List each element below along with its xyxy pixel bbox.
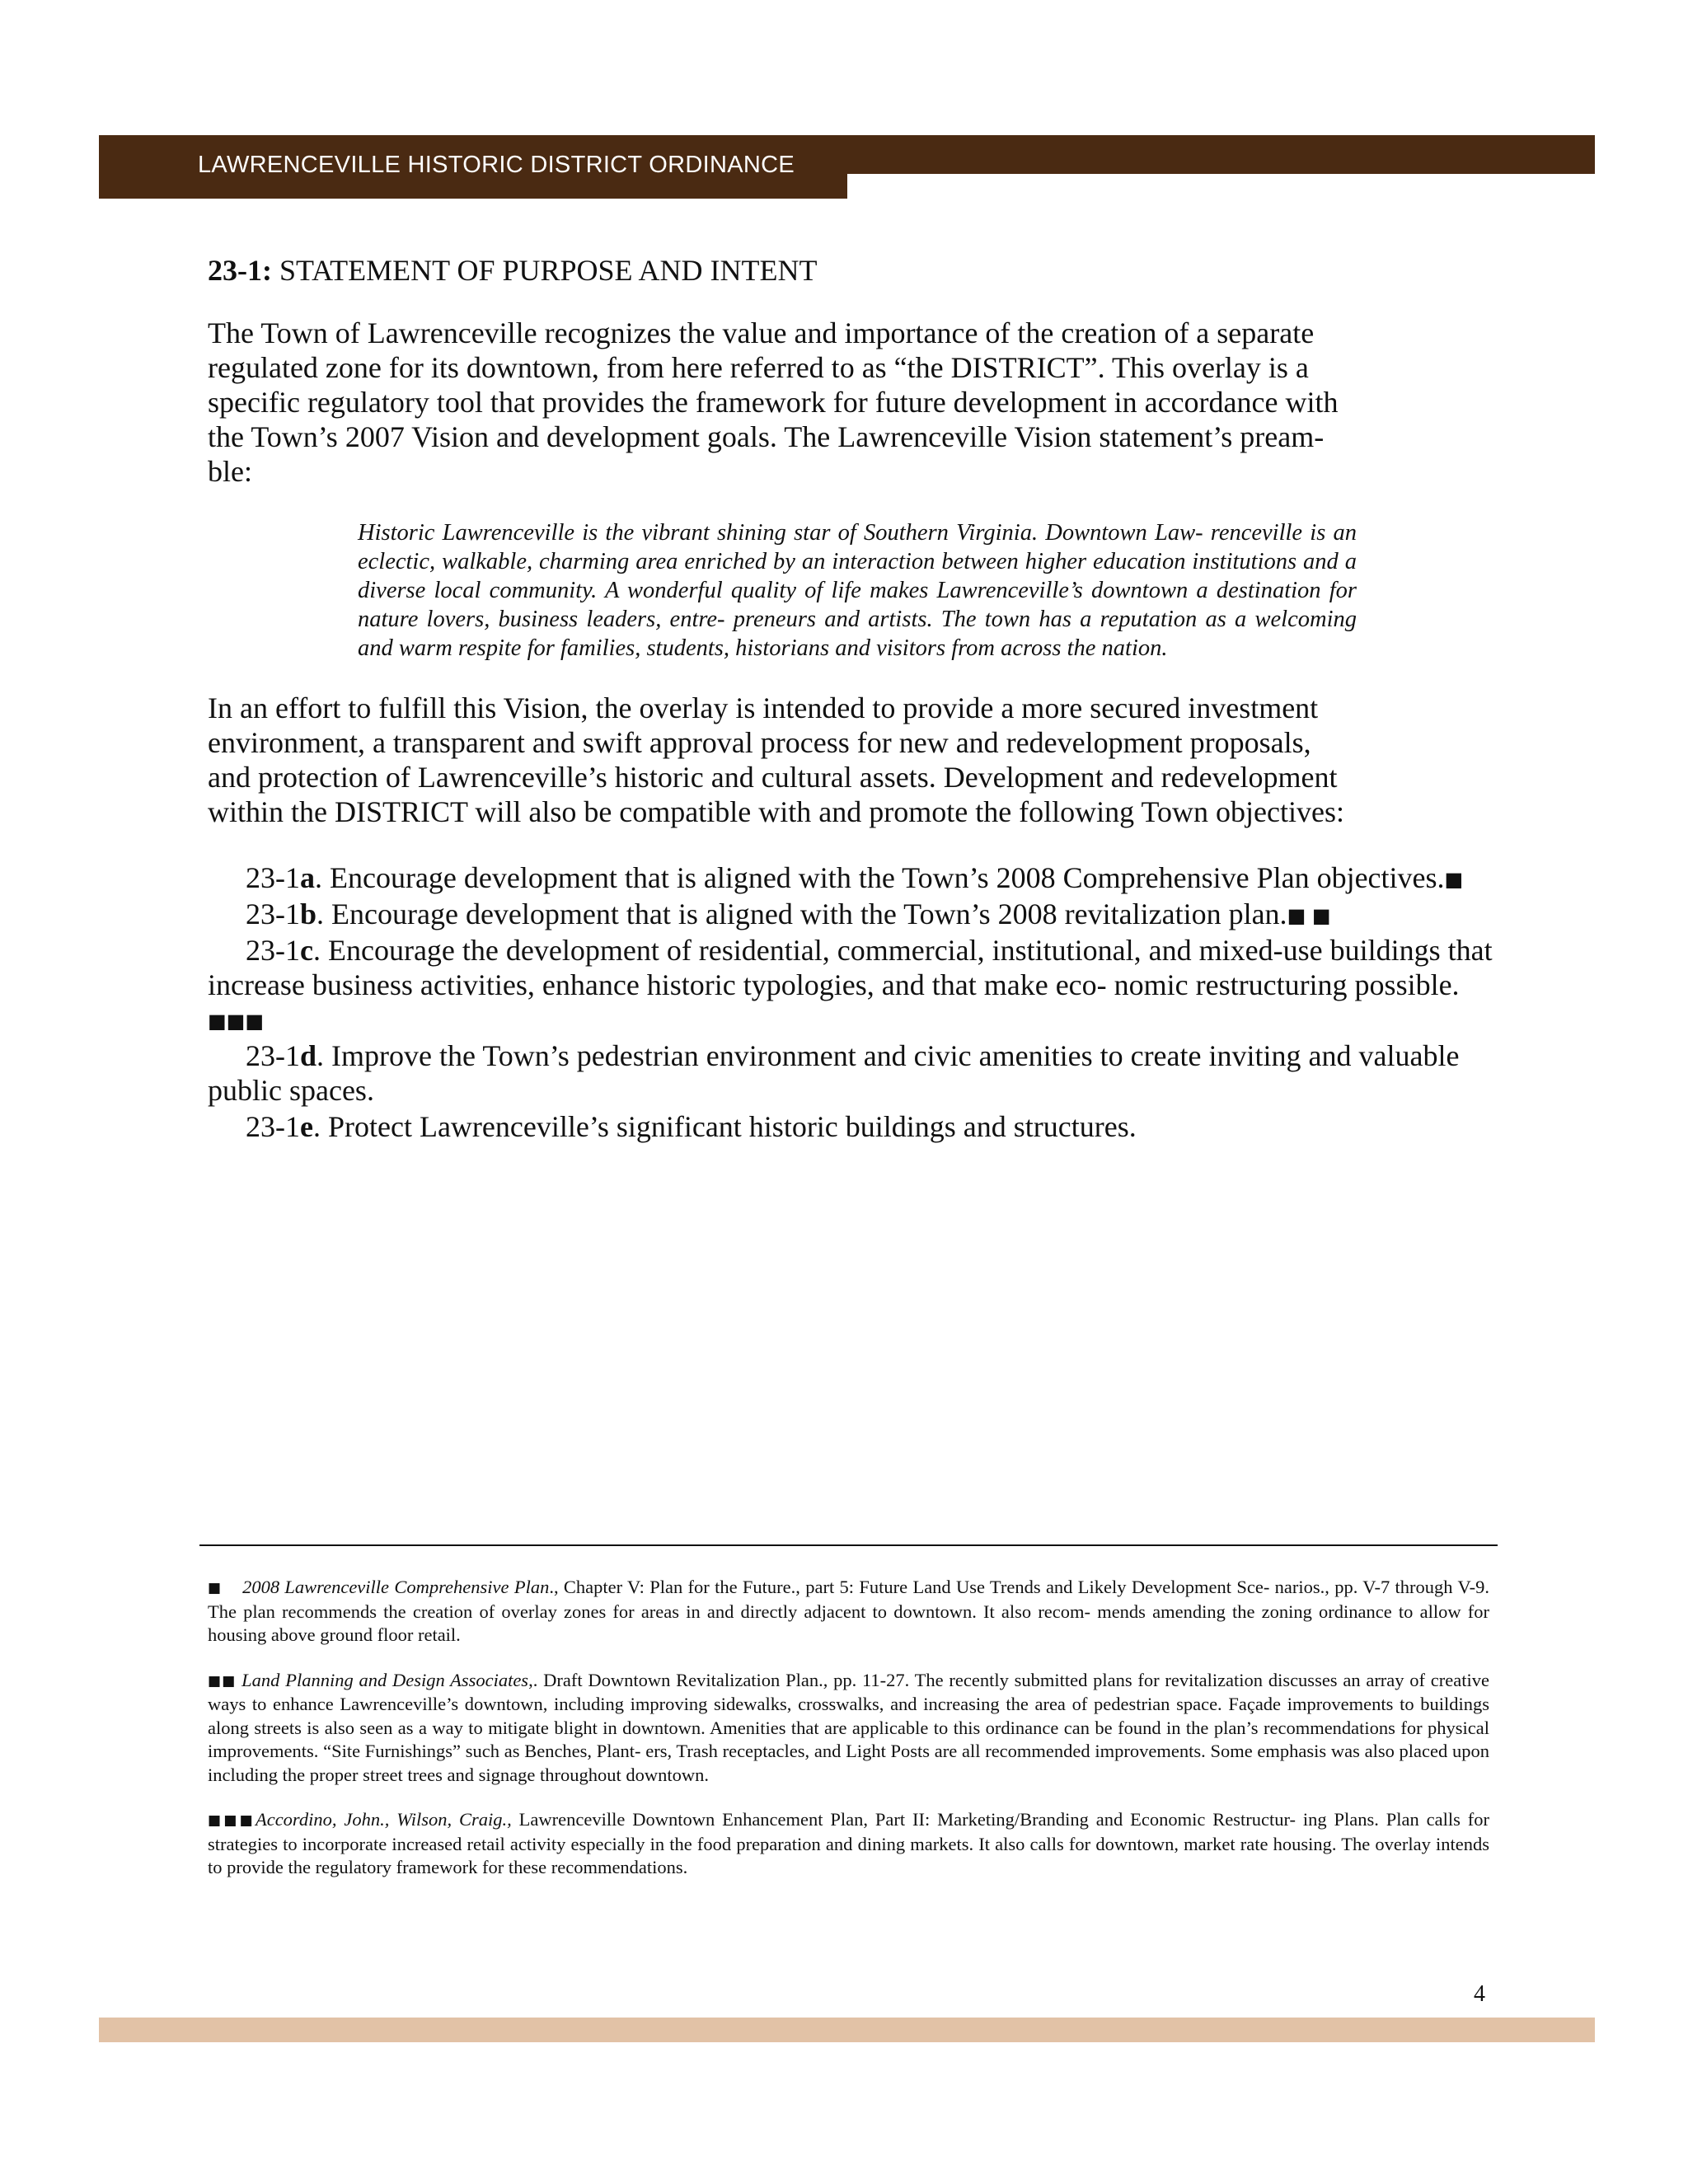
objective-prefix: 23-1 <box>246 1110 300 1143</box>
objective-text: . Protect Lawrenceville’s significant historic buildings and structures. <box>312 1110 1137 1143</box>
footnote-marker: ■■ <box>208 1672 237 1690</box>
footnote-text: ,. Draft Downtown Revitalization Plan., pp. 11-27. The recently submitted plans for revitalization discusses an array of creative ways to enhance Lawrenceville’s downtown, including improving sidewalks, crosswalks, and increasing the area of pedestrian space. Façade improvements to buildings along streets is also seen as a way to mitigate blight in downtown. Amenities that are applicable to this ordinance can be found in the plan’s recommendations for physical improvements. “Site Furnishings” such as Benches, Plant- ers, Trash receptacles, and Light Posts are all recommended improvements. Some emphasis was also placed upon including the proper street trees and signage throughout downtown. <box>208 1669 1490 1785</box>
vision-quote: Historic Lawrenceville is the vibrant shining star of Southern Virginia. Downtown Law- renceville is an eclectic, walkable, charming area enriched by an interaction between higher education institutions and a diverse local community. A wonderful quality of life makes Lawrenceville’s downtown a destination for nature lovers, business leaders, entre- preneurs and artists. The town has a reputation as a welcoming and warm respite for families, students, historians and visitors from across the nation. <box>358 520 1357 661</box>
objective-item <box>208 897 1493 933</box>
footnote-source: Accordino, John., Wilson, Craig., <box>255 1809 512 1830</box>
intro-line: ble: <box>208 455 252 488</box>
objective-text: . Encourage development that is aligned with the Town’s 2008 revitalization plan. <box>316 898 1287 930</box>
main-content <box>208 247 1493 1146</box>
effort-line: environment, a transparent and swift approval process for new and redevelopment proposals, <box>208 726 1311 759</box>
intro-line: The Town of Lawrenceville recognizes the value and importance of the creation of a separate <box>208 316 1315 349</box>
page-number: 4 <box>1474 1981 1485 2007</box>
intro-paragraph <box>208 316 1493 489</box>
effort-line: and protection of Lawrenceville’s historic and cultural assets. Development and redevelopment <box>208 761 1338 794</box>
footnote-marker: ■■■ <box>208 1812 256 1829</box>
document-title: LAWRENCEVILLE HISTORIC DISTRICT ORDINANCE <box>198 152 795 178</box>
objective-letter: b <box>300 898 317 930</box>
objective-item <box>208 933 1493 1038</box>
objective-prefix: 23-1 <box>246 934 300 967</box>
section-number: 23-1: <box>208 254 272 287</box>
objective-letter: a <box>300 861 315 894</box>
intro-line: regulated zone for its downtown, from here referred to as “the DISTRICT”. This overlay is a <box>208 351 1309 384</box>
objective-item <box>208 860 1493 897</box>
footer-bar <box>99 2018 1595 2042</box>
footnote <box>208 1808 1489 1880</box>
objective-item <box>208 1109 1493 1146</box>
intro-line: specific regulatory tool that provides the framework for future development in accordance with <box>208 386 1339 419</box>
objective-item <box>208 1038 1493 1109</box>
effort-line: In an effort to fulfill this Vision, the overlay is intended to provide a more secured investment <box>208 691 1319 724</box>
footnote-marker: ■ <box>1444 868 1464 891</box>
footnote <box>208 1576 1489 1647</box>
objective-text: . Improve the Town’s pedestrian environment and civic amenities to create inviting and valuable public spaces. <box>208 1039 1460 1107</box>
objective-letter: c <box>300 934 313 967</box>
objective-prefix: 23-1 <box>246 861 300 894</box>
intro-line: the Town’s 2007 Vision and development goals. The Lawrenceville Vision statement’s pream- <box>208 420 1325 453</box>
objective-prefix: 23-1 <box>246 898 300 930</box>
footnote-marker: ■■■ <box>208 1010 265 1033</box>
footnote <box>208 1669 1489 1788</box>
objective-letter: d <box>300 1039 317 1072</box>
objective-prefix: 23-1 <box>246 1039 300 1072</box>
effort-line: within the DISTRICT will also be compatible with and promote the following Town objectives: <box>208 795 1344 828</box>
footnote-text: ., Chapter V: Plan for the Future., part 5: Future Land Use Trends and Likely Development Sce- narios., pp. V-7 through V-9. The plan recommends the creation of overlay zones for areas in and directly adjacent to downtown. It also recom- mends amending the zoning ordinance to allow for housing above ground floor retail. <box>208 1577 1489 1645</box>
effort-paragraph <box>208 691 1493 829</box>
objectives-list <box>208 860 1493 1146</box>
objective-text: . Encourage development that is aligned with the Town’s 2008 Comprehensive Plan objectives. <box>315 861 1445 894</box>
objective-text: . Encourage the development of residential, commercial, institutional, and mixed-use buildings that increase business activities, enhance historic typologies, and that make eco- nomic restructuring possible. <box>208 934 1493 1001</box>
objective-letter: e <box>300 1110 313 1143</box>
footnote-source: 2008 Lawrenceville Comprehensive Plan <box>242 1577 550 1597</box>
footnotes <box>208 1576 1489 1901</box>
footnote-text: Lawrenceville Downtown Enhancement Plan, Part II: Marketing/Branding and Economic Restructur- ing Plans. Plan calls for strategies to incorporate increased retail activity especially in the food preparation and dining markets. It also calls for downtown, market rate housing. The overlay intends to provide the regulatory framework for these recommendations. <box>208 1809 1489 1877</box>
section-title: STATEMENT OF PURPOSE AND INTENT <box>279 254 818 287</box>
footnote-divider <box>199 1544 1498 1546</box>
section-heading <box>208 253 1493 288</box>
footnote-source: Land Planning and Design Associates <box>241 1669 529 1690</box>
footnote-marker: ■ ■ <box>1287 904 1331 927</box>
footnote-marker: ■ <box>208 1580 222 1596</box>
